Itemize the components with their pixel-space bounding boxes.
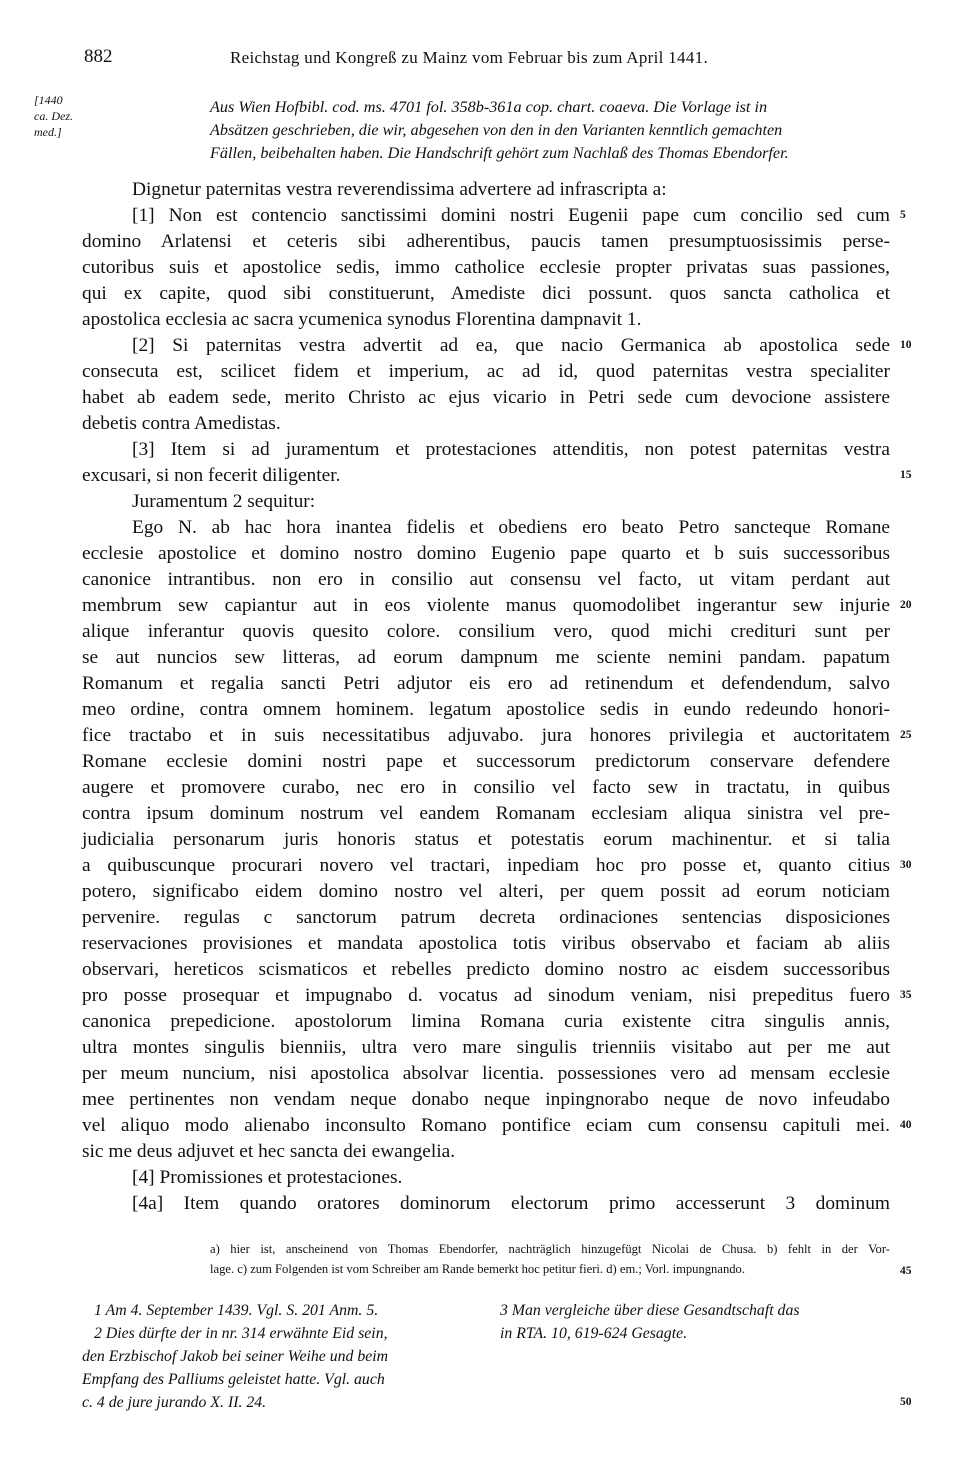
body-line: ecclesie apostolice et domino nostro domino Eugenio pape quarto et b suis successoribus	[82, 543, 890, 564]
footnote-line: c. 4 de jure jurando X. II. 24.	[82, 1394, 267, 1411]
body-line: alique inferantur quovis quesito colore. consilium vero, quod michi credituri sunt per	[82, 621, 890, 642]
body-line: [4] Promissiones et protestaciones.	[132, 1167, 403, 1188]
line-number: 30	[900, 859, 912, 871]
footnote-line: 3 Man vergleiche über diese Gesandtschaft das	[500, 1302, 800, 1319]
line-number: 25	[900, 729, 912, 741]
body-line: observari, hereticos scismaticos et rebelles predicto domino nostro ac eisdem successoribus	[82, 959, 890, 980]
margin-date-line: [1440	[34, 93, 63, 107]
body-line: [1] Non est contencio sanctissimi domini nostri Eugenii pape cum concilio sed cum	[132, 205, 890, 226]
footnote-line: in RTA. 10, 619-624 Gesagte.	[500, 1325, 688, 1342]
line-number: 45	[900, 1265, 912, 1277]
body-line: [2] Si paternitas vestra advertit ad ea, que nacio Germanica ab apostolica sede	[132, 335, 890, 356]
line-number: 10	[900, 339, 912, 351]
body-line: potero, significabo eidem domino nostro vel alteri, per quem possit ad eorum noticiam	[82, 881, 890, 902]
source-note-line: Fällen, beibehalten haben. Die Handschrift gehört zum Nachlaß des Thomas Ebendorfer.	[210, 144, 789, 162]
line-number: 40	[900, 1119, 912, 1131]
body-line: debetis contra Amedistas.	[82, 413, 281, 434]
body-line: qui ex capite, quod sibi constituerunt, Amediste dici possunt. quos sancta catholica et	[82, 283, 890, 304]
body-line: apostolica ecclesia ac sacra ycumenica synodus Florentina dampnavit 1.	[82, 309, 642, 330]
body-line: Ego N. ab hac hora inantea fidelis et obediens ero beato Petro sancteque Romane	[132, 517, 890, 538]
body-line: Dignetur paternitas vestra reverendissima advertere ad infrascripta a:	[132, 179, 667, 200]
line-number: 5	[900, 209, 906, 221]
body-line: consecuta est, scilicet fidem et imperium, ac ad id, quod paternitas vestra specialiter	[82, 361, 890, 382]
body-line: sic me deus adjuvet et hec sancta dei ewangelia.	[82, 1141, 456, 1162]
body-line: meo ordine, contra omnem hominem. legatum apostolice sedis in eundo redeundo honori-	[82, 699, 890, 720]
body-line: Romane ecclesie domini nostri pape et successorum predictorum conservare defendere	[82, 751, 890, 772]
body-line: reservaciones provisiones et mandata apostolica totis viribus observabo et faciam ab aliis	[82, 933, 890, 954]
body-line: habet ab eadem sede, merito Christo ac ejus vicario in Petri sede cum devocione assistere	[82, 387, 890, 408]
body-line: canonice intrantibus. non ero in consilio aut consensu vel facto, ut vitam perdant aut	[82, 569, 890, 590]
source-note-line: Aus Wien Hofbibl. cod. ms. 4701 fol. 358b-361a cop. chart. coaeva. Die Vorlage ist in	[210, 98, 768, 116]
body-line: judicialia personarum juris honoris status et potestatis eorum machinentur. et si talia	[82, 829, 890, 850]
body-line: pervenire. regulas c sanctorum patrum decreta ordinaciones sentencias disposiciones	[82, 907, 890, 928]
body-line: excusari, si non fecerit diligenter.	[82, 465, 341, 486]
body-line: vel aliquo modo alienabo inconsulto Romano pontifice eciam cum consensu capituli mei.	[82, 1115, 890, 1136]
margin-date-line: ca. Dez.	[34, 109, 73, 123]
body-line: cutoribus suis et apostolice sedis, immo catholice ecclesie propter privatas suas passiones,	[82, 257, 890, 278]
body-line: canonica prepedicione. apostolorum limina Romana curia existente citra singulis annis,	[82, 1011, 890, 1032]
line-number: 35	[900, 989, 912, 1001]
body-line: ultra montes singulis bienniis, ultra vero mare singulis trienniis visitabo aut per me aut	[82, 1037, 890, 1058]
line-number: 20	[900, 599, 912, 611]
footnote-line: 2 Dies dürfte der in nr. 314 erwähnte Eid sein,	[94, 1325, 388, 1342]
body-line: se aut nuncios sew litteras, ad eorum dampnum me sciente nemini pandam. papatum	[82, 647, 890, 668]
body-line: [4a] Item quando oratores dominorum electorum primo accesserunt 3 dominum	[132, 1193, 890, 1214]
apparatus-line: a) hier ist, anscheinend von Thomas Ebendorfer, nachträglich hinzugefügt Nicolai de Chusa. b) fehlt in der Vor-	[210, 1242, 890, 1256]
body-line: augere et promovere curabo, nec ero in consilio vel facto sew in tractatu, in quibus	[82, 777, 890, 798]
source-note-line: Absätzen geschrieben, die wir, abgesehen von den in den Varianten kenntlich gemachten	[210, 121, 783, 139]
line-number: 50	[900, 1396, 912, 1408]
body-line: a quibuscunque procurari novero vel tractari, inpediam hoc pro posse et, quanto citius	[82, 855, 890, 876]
body-line: contra ipsum dominum nostrum vel eandem Romanam ecclesiam aliqua sinistra vel pre-	[82, 803, 890, 824]
body-line: membrum sew capiantur aut in eos violente manus quomodolibet ingerantur sew injurie	[82, 595, 890, 616]
body-line: domino Arlatensi et ceteris sibi adherentibus, paucis tamen presumptuosissimis perse-	[82, 231, 890, 252]
body-line: pro posse prosequar et impugnabo d. vocatus ad sinodum veniam, nisi prepeditus fuero	[82, 985, 890, 1006]
footnote-line: Empfang des Palliums geleistet hatte. Vgl. auch	[82, 1371, 385, 1388]
apparatus-line: lage. c) zum Folgenden ist vom Schreiber am Rande bemerkt hoc petitur fieri. d) em.; Vorl. impungnando.	[210, 1262, 745, 1276]
running-title: Reichstag und Kongreß zu Mainz vom Februar bis zum April 1441.	[230, 48, 708, 67]
body-line: Juramentum 2 sequitur:	[132, 491, 316, 512]
footnote-line: den Erzbischof Jakob bei seiner Weihe und beim	[82, 1348, 389, 1365]
body-line: fice tractabo et in suis necessitatibus adjuvabo. jura honores privilegia et auctoritatem	[82, 725, 890, 746]
footnote-line: 1 Am 4. September 1439. Vgl. S. 201 Anm. 5.	[94, 1302, 379, 1319]
line-number: 15	[900, 469, 912, 481]
page-number: 882	[84, 46, 113, 67]
body-line: mee pertinentes non vendam neque donabo neque inpingnorabo neque de novo infeudabo	[82, 1089, 890, 1110]
body-line: [3] Item si ad juramentum et protestaciones attenditis, non potest paternitas vestra	[132, 439, 890, 460]
body-line: per meum nuncium, nisi apostolica absolvar licentia. possessiones vero ad mensam ecclesie	[82, 1063, 890, 1084]
body-line: Romanum et regalia sancti Petri adjutor eis ero ad retinendum et defendendum, salvo	[82, 673, 890, 694]
margin-date-line: med.]	[34, 125, 62, 139]
